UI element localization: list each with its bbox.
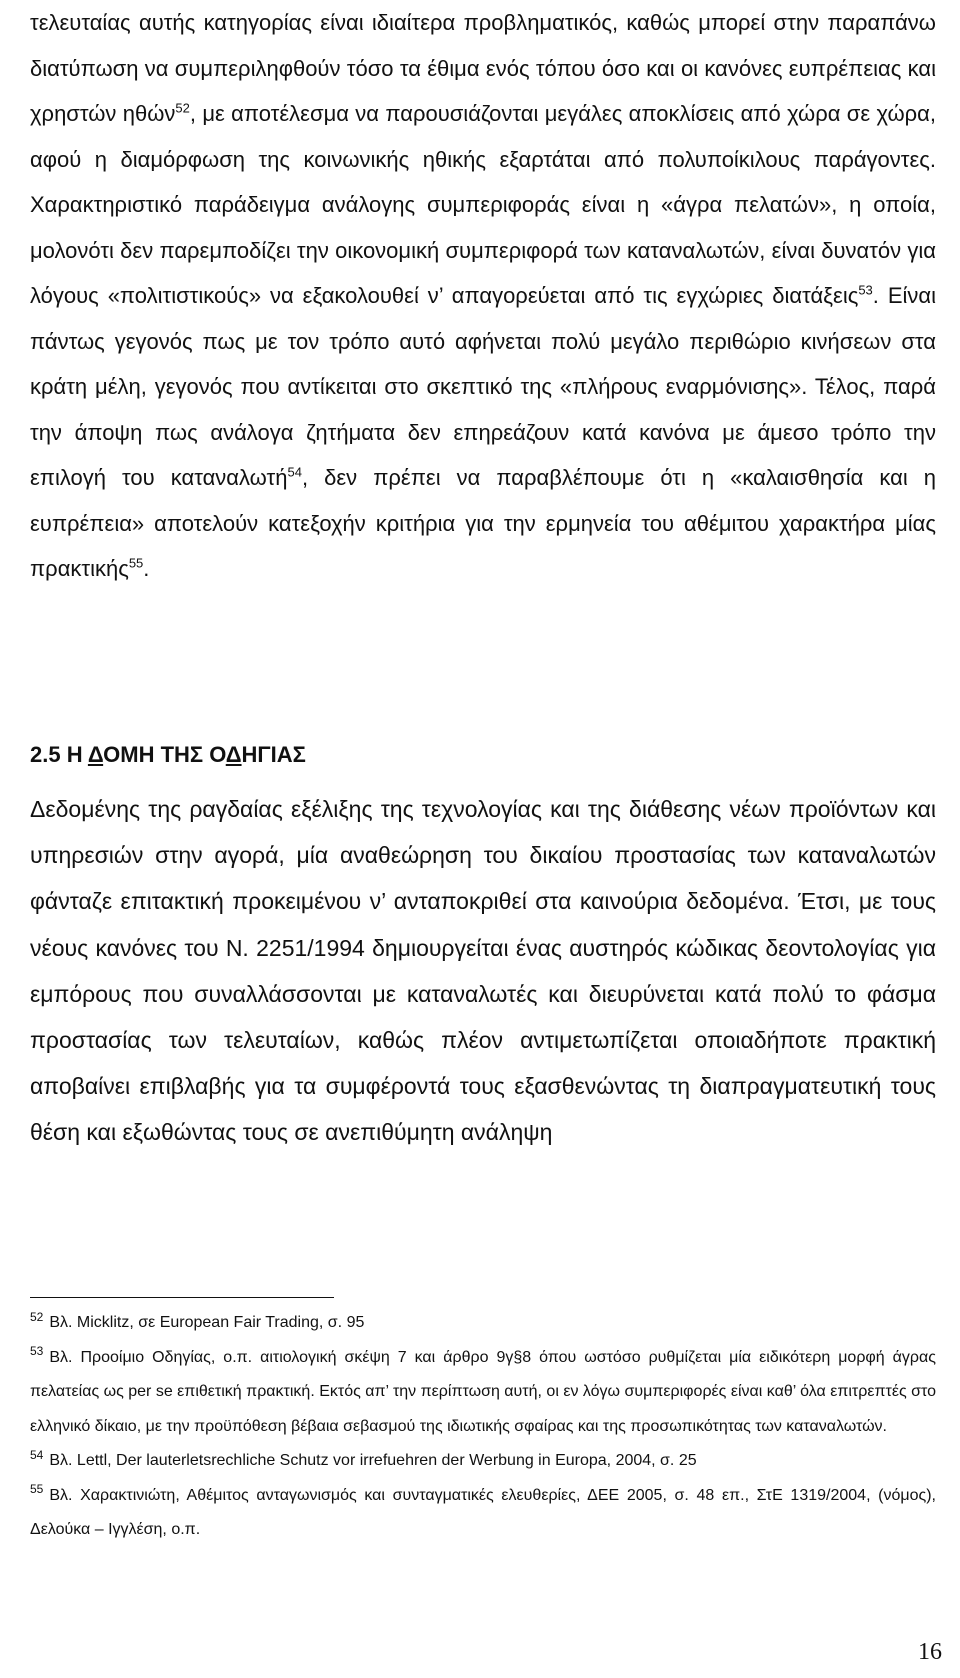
heading-text: Δ: [225, 742, 242, 767]
heading-text: 2.5 Η: [30, 742, 88, 767]
footnote-ref-54[interactable]: 54: [287, 464, 302, 480]
footnote-ref-53[interactable]: 53: [858, 282, 873, 298]
paragraph-text: . Είναι πάντως γεγονός πως με τον τρόπο αυτό αφήνεται πολύ μεγάλο περιθώριο κινήσεων στα κράτη μέλη, γεγονός που αντίκειται στο σκεπτικό της «πλήρους εναρμόνισης». Τέλος, παρά την άποψη πως ανάλογα ζητήματα δεν επηρεάζουν κατά κανόνα με άμεσο τρόπο την επιλογή του καταναλωτή: [30, 283, 936, 490]
footnotes: [30, 1306, 936, 1548]
footnote-number: 52: [30, 1309, 44, 1324]
footnote-number: 55: [30, 1482, 44, 1497]
footnote-separator: [30, 1297, 334, 1298]
footnote-text: Βλ. Micklitz, σε European Fair Trading, σ. 95: [49, 1314, 365, 1331]
footnote-54: [30, 1444, 936, 1479]
footnote-52: [30, 1306, 936, 1341]
paragraph-text: , με αποτέλεσμα να παρουσιάζονται μεγάλες αποκλίσεις από χώρα σε χώρα, αφού η διαμόρφωση της κοινωνικής ηθικής εξαρτάται από πολυποίκιλους παράγοντες. Χαρακτηριστικό παράδειγμα ανάλογης συμπεριφοράς είναι η «άγρα πελατών», η οποία, μολονότι δεν παρεμποδίζει την οικονομική συμπεριφορά των καταναλωτών, είναι δυνατόν για λόγους «πολιτιστικούς» να εξακολουθεί ν’ απαγορεύεται από τις εγχώριες διατάξεις: [30, 101, 936, 308]
paragraph-text: , δεν πρέπει να παραβλέπουμε ότι η «καλαισθησία και η ευπρέπεια» αποτελούν κατεξοχήν κριτήρια για την ερμηνεία του αθέμιτου χαρακτήρα μίας πρακτικής: [30, 465, 937, 581]
footnote-55: [30, 1479, 936, 1548]
heading-text: Δ: [87, 742, 104, 767]
page-number: 16: [918, 1639, 942, 1665]
heading-text: ΗΓΙΑΣ: [241, 742, 306, 767]
footnote-number: 53: [30, 1344, 44, 1359]
section-heading: [30, 740, 306, 770]
body-paragraph-2: Δεδομένης της ραγδαίας εξέλιξης της τεχνολογίας και της διάθεσης νέων προϊόντων και υπηρεσιών στην αγορά, μία αναθεώρηση του δικαίου προστασίας των καταναλωτών φάνταζε επιτακτική προκειμένου ν’ ανταποκριθεί στα καινούρια δεδομένα. Έτσι, με τους νέους κανόνες του Ν. 2251/1994 δημιουργείται ένας αυστηρός κώδικας δεοντολογίας για εμπόρους που συναλλάσσονται με καταναλωτές και διευρύνεται κατά πολύ το φάσμα προστασίας των τελευταίων, καθώς πλέον αντιμετωπίζεται οποιαδήποτε πρακτική αποβαίνει επιβλαβής για τα συμφέροντά τους εξασθενώντας τη διαπραγματευτική τους θέση και εξωθώντας τους σε ανεπιθύμητη ανάληψη: [30, 796, 936, 1146]
footnote-53: [30, 1341, 936, 1445]
paragraph-text: τελευταίας αυτής κατηγορίας είναι ιδιαίτερα προβληματικός, καθώς μπορεί στην παραπάνω διατύπωση να συμπεριληφθούν τόσο τα έθιμα ενός τόπου όσο και οι κανόνες ευπρέπειας και χρηστών ηθών: [30, 10, 936, 126]
footnote-text: Βλ. Lettl, Der lauterletsrechliche Schutz vor irrefuehren der Werbung in Europa, 2004, σ. 25: [49, 1452, 697, 1469]
footnote-text: Βλ. Χαρακτινιώτη, Αθέμιτος ανταγωνισμός και συνταγματικές ελευθερίες, ΔΕΕ 2005, σ. 48 επ., ΣτΕ 1319/2004, (νόμος), Δελούκα – Ιγγλέση, ο.π.: [30, 1486, 936, 1538]
paragraph-text: .: [143, 556, 150, 581]
footnote-text: Βλ. Προοίμιο Οδηγίας, ο.π. αιτιολογική σκέψη 7 και άρθρο 9γ§8 όπου ωστόσο ρυθμίζεται μία ειδικότερη μορφή άγρας πελατείας ως per se επιθετική πρακτική. Εκτός απ’ την περίπτωση αυτή, οι εν λόγω συμπεριφορές είναι καθ’ όλα επιτρεπτές στο ελληνικό δίκαιο, με την προϋπόθεση βέβαια σεβασμού της ιδιωτικής σφαίρας και της προσωπικότητας των καταναλωτών.: [30, 1348, 936, 1435]
footnote-number: 54: [30, 1447, 44, 1462]
footnote-ref-52[interactable]: 52: [175, 100, 190, 116]
body-paragraph-1: [30, 0, 936, 592]
heading-text: ΟΜΗ ΤΗΣ Ο: [103, 742, 226, 767]
footnote-ref-55[interactable]: 55: [128, 555, 144, 571]
